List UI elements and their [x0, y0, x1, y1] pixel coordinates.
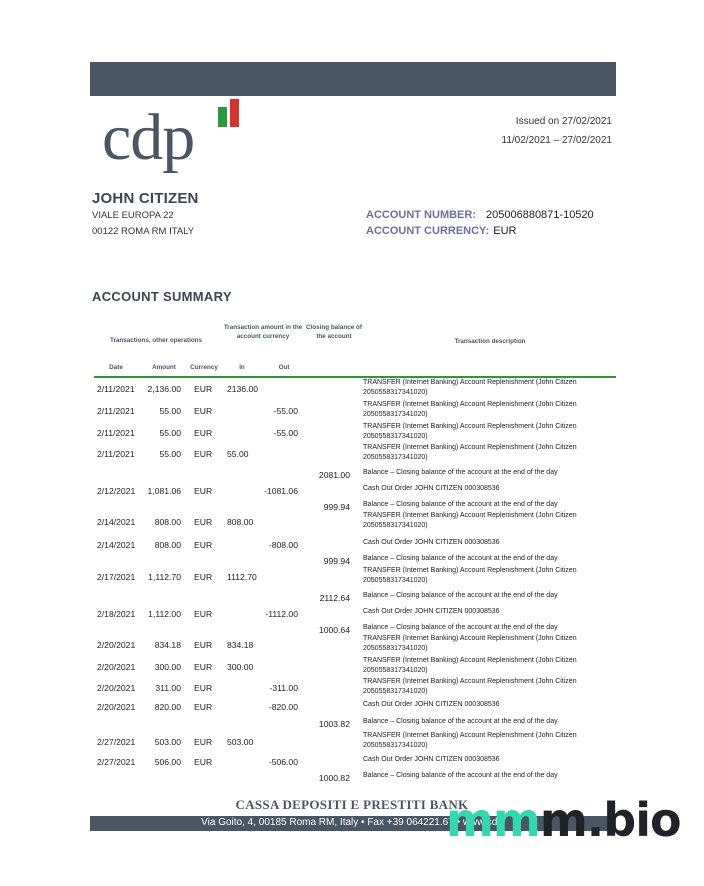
table-row: [0, 768, 704, 790]
table-row: [0, 511, 704, 533]
row-in: 503.00: [227, 737, 254, 747]
row-description: TRANSFER (Internet Banking) Account Replenishment (John Citizen 2050558317341020): [363, 732, 577, 749]
header-bar: [90, 62, 616, 96]
row-description: Cash Out Order JOHN CITIZEN 000308536: [363, 485, 500, 492]
row-date: 2/12/2021: [97, 486, 136, 496]
row-currency: EUR: [194, 609, 213, 619]
row-description: TRANSFER (Internet Banking) Account Replenishment (John Citizen 2050558317341020): [363, 678, 577, 695]
row-description: Balance – Closing balance of the account at the end of the day: [363, 501, 558, 508]
row-out: -55.00: [273, 406, 298, 416]
row-in: 55.00: [227, 449, 249, 459]
row-amount: 300.00: [154, 662, 181, 672]
flag-green-stripe: [218, 107, 227, 127]
statement-period: 11/02/2021 – 27/02/2021: [501, 135, 612, 146]
row-description: TRANSFER (Internet Banking) Account Replenishment (John Citizen 2050558317341020): [363, 423, 577, 440]
row-amount: 1,081.06: [147, 486, 181, 496]
row-amount: 55.00: [159, 428, 181, 438]
table-row: [0, 634, 704, 656]
row-date: 2/17/2021: [97, 572, 136, 582]
row-currency: EUR: [194, 640, 213, 650]
account-number-label: ACCOUNT NUMBER:: [366, 209, 476, 221]
row-description: Balance – Closing balance of the account at the end of the day: [363, 469, 558, 476]
row-out: -1112.00: [265, 609, 298, 619]
row-amount: 311.00: [155, 683, 181, 693]
row-date: 2/11/2021: [97, 428, 135, 438]
watermark-part-2: m.bio: [539, 793, 681, 847]
header-amount: Amount: [152, 364, 176, 371]
issue-info: [502, 112, 612, 150]
row-balance: 1000.64: [318, 625, 350, 635]
row-description: Cash Out Order JOHN CITIZEN 000308536: [363, 608, 500, 615]
header-out: Out: [278, 364, 290, 371]
row-amount: 2,136.00: [147, 384, 181, 394]
row-in: 2136.00: [227, 384, 259, 394]
header-transactions: Transactions, other operations: [109, 337, 203, 344]
row-description: TRANSFER (Internet Banking) Account Replenishment (John Citizen 2050558317341020): [363, 444, 577, 461]
row-out: -311.00: [269, 683, 298, 693]
row-currency: EUR: [194, 737, 213, 747]
row-date: 2/14/2021: [97, 540, 136, 550]
row-amount: 820.00: [154, 702, 181, 712]
row-amount: 55.00: [159, 406, 181, 416]
header-in: In: [239, 364, 245, 371]
row-date: 2/11/2021: [97, 406, 135, 416]
row-description: Cash Out Order JOHN CITIZEN 000308536: [363, 756, 500, 763]
watermark-part-1: mm: [446, 793, 540, 847]
table-row: [0, 422, 704, 444]
row-amount: 503.00: [154, 737, 181, 747]
row-out: -55.00: [273, 428, 298, 438]
row-in: 1112.70: [227, 572, 257, 582]
cdp-logo: [102, 103, 262, 183]
row-amount: 55.00: [159, 449, 181, 459]
row-in: 300.00: [227, 662, 254, 672]
account-number-value: 205006880871-10520: [486, 209, 594, 221]
header-currency: Currency: [190, 364, 218, 371]
row-currency: EUR: [194, 486, 213, 496]
address-line-2: 00122 ROMA RM ITALY: [92, 226, 195, 237]
row-amount: 506.00: [154, 757, 181, 767]
row-currency: EUR: [194, 384, 213, 394]
row-currency: EUR: [194, 428, 213, 438]
row-date: 2/14/2021: [97, 517, 136, 527]
row-balance: 1003.82: [318, 719, 350, 729]
header-amount-currency: Transaction amount in the account currency: [223, 324, 303, 340]
row-amount: 1,112.70: [148, 572, 181, 582]
row-amount: 1,112.00: [148, 609, 181, 619]
row-balance: 999.94: [323, 556, 350, 566]
address-line-1: VIALE EUROPA 22: [92, 210, 174, 221]
section-title: ACCOUNT SUMMARY: [92, 289, 232, 304]
footer-bank-name: CASSA DEPOSITI E PRESTITI BANK: [235, 797, 469, 812]
row-in: 808.00: [227, 517, 254, 527]
row-description: Balance – Closing balance of the account at the end of the day: [363, 555, 558, 562]
account-currency: [366, 225, 516, 237]
customer-name: JOHN CITIZEN: [92, 190, 199, 207]
row-description: TRANSFER (Internet Banking) Account Replenishment (John Citizen 2050558317341020): [363, 657, 577, 674]
row-date: 2/20/2021: [97, 662, 136, 672]
row-balance: 999.94: [323, 502, 350, 512]
row-balance: 2112.64: [319, 593, 350, 603]
row-description: Cash Out Order JOHN CITIZEN 000308536: [363, 539, 500, 546]
row-date: 2/27/2021: [97, 737, 136, 747]
row-currency: EUR: [194, 517, 213, 527]
header-description: Transaction description: [454, 338, 526, 345]
table-row: [0, 378, 704, 400]
row-description: Balance – Closing balance of the account at the end of the day: [363, 718, 558, 725]
table-row: [0, 443, 704, 465]
row-out: -1081.06: [264, 486, 298, 496]
row-amount: 834.18: [154, 640, 181, 650]
logo-text: cdp: [102, 101, 195, 174]
row-description: Cash Out Order JOHN CITIZEN 000308536: [363, 701, 500, 708]
row-description: TRANSFER (Internet Banking) Account Replenishment (John Citizen 2050558317341020): [363, 512, 577, 529]
row-balance: 2081.00: [318, 470, 350, 480]
row-date: 2/11/2021: [97, 449, 135, 459]
row-description: TRANSFER (Internet Banking) Account Replenishment (John Citizen 2050558317341020): [363, 379, 577, 396]
row-date: 2/20/2021: [97, 640, 136, 650]
row-in: 834.18: [227, 640, 254, 650]
footer-address: Via Goito, 4, 00185 Roma RM, Italy • Fax +39 064221.67 • www.cdp: [201, 817, 503, 828]
account-currency-label: ACCOUNT CURRENCY:: [366, 225, 490, 237]
account-currency-value: EUR: [493, 225, 517, 237]
row-date: 2/20/2021: [97, 683, 136, 693]
table-row: [0, 656, 704, 678]
header-closing-balance: Closing balance of the account: [306, 324, 362, 340]
row-date: 2/18/2021: [97, 609, 136, 619]
row-description: Balance – Closing balance of the account at the end of the day: [363, 624, 558, 631]
row-currency: EUR: [194, 683, 213, 693]
row-description: TRANSFER (Internet Banking) Account Replenishment (John Citizen 2050558317341020): [363, 635, 577, 652]
row-currency: EUR: [194, 540, 213, 550]
row-currency: EUR: [194, 662, 213, 672]
row-amount: 808.00: [154, 540, 181, 550]
row-out: -506.00: [268, 757, 298, 767]
row-description: Balance – Closing balance of the account at the end of the day: [363, 772, 558, 779]
row-currency: EUR: [194, 757, 213, 767]
row-date: 2/27/2021: [97, 757, 136, 767]
watermark: [446, 795, 681, 845]
row-date: 2/20/2021: [97, 702, 136, 712]
flag-red-stripe: [230, 99, 239, 127]
account-number: [366, 209, 594, 221]
row-currency: EUR: [194, 449, 213, 459]
row-description: TRANSFER (Internet Banking) Account Replenishment (John Citizen 2050558317341020): [363, 401, 577, 418]
table-row: [0, 566, 704, 588]
table-row: [0, 677, 704, 699]
row-currency: EUR: [194, 702, 213, 712]
header-date: Date: [109, 364, 123, 371]
table-row: [0, 731, 704, 753]
row-balance: 1000.82: [318, 773, 350, 783]
issued-date: Issued on 27/02/2021: [515, 116, 612, 127]
row-currency: EUR: [194, 572, 213, 582]
table-row: [0, 400, 704, 422]
row-out: -808.00: [268, 540, 298, 550]
row-date: 2/11/2021: [97, 384, 135, 394]
row-currency: EUR: [194, 406, 213, 416]
row-description: TRANSFER (Internet Banking) Account Replenishment (John Citizen 2050558317341020): [363, 567, 577, 584]
row-amount: 808.00: [154, 517, 181, 527]
row-description: Balance – Closing balance of the account at the end of the day: [363, 592, 558, 599]
row-out: -820.00: [268, 702, 298, 712]
